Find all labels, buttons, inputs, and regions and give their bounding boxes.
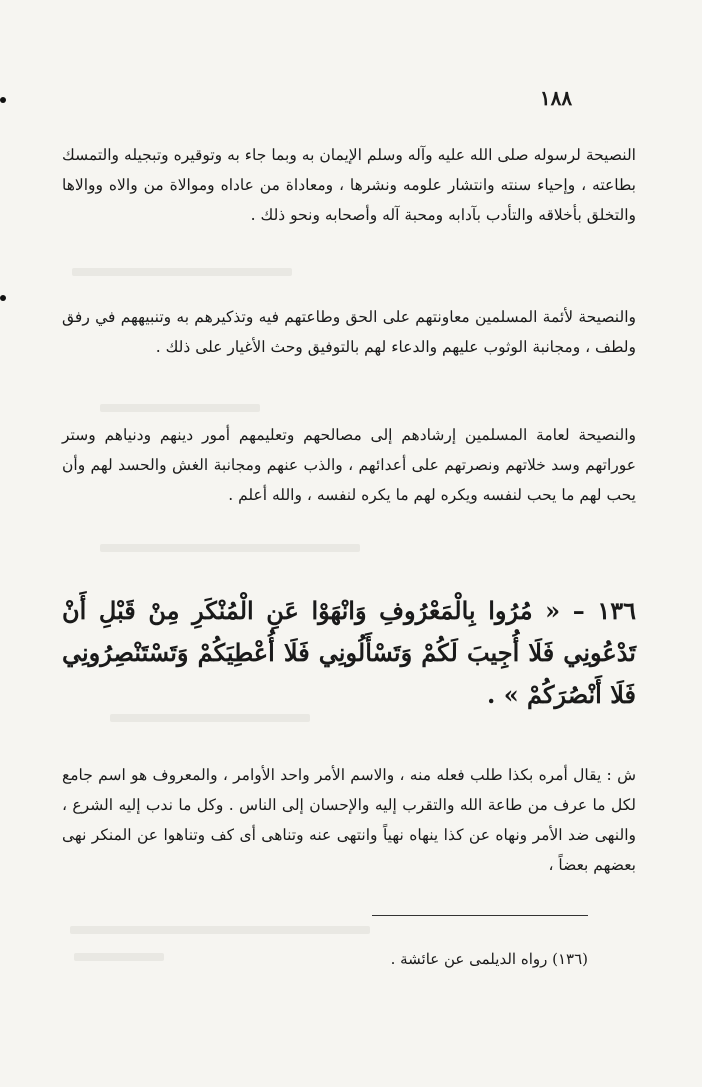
paragraph-advice-muslims: والنصيحة لعامة المسلمين إرشادهم إلى مصالحهم وتعليمهم أمور دينهم ودنياهم وستر عوراتهم وسد خلاتهم ونصرتهم على أعدائهم ، والذب عنهم ومجانبة الغش والحسد لهم وأن يحب لهم ما يحب لنفسه ويكره لهم ما يكره لنفسه ، والله أعلم . — [62, 426, 636, 504]
bleed-through — [100, 404, 260, 412]
bleed-through — [100, 544, 360, 552]
paragraph-advice-imams: والنصيحة لأئمة المسلمين معاونتهم على الحق وطاعتهم فيه وتذكيرهم به وتنبيههم في رفق ولطف ، ومجانبة الوثوب عليهم والدعاء لهم بالتوفيق وحث الأغيار على ذلك . — [62, 308, 636, 356]
commentary-paragraph: ش : يقال أمره بكذا طلب فعله منه ، والاسم الأمر واحد الأوامر ، والمعروف هو اسم جامع لكل ما عرف من طاعة الله والتقرب إليه والإحسان إلى الناس . وكل ما ندب إليه الشرع ، والنهى ضد الأمر ونهاه عن كذا ينهاه نهياً وانتهى عنه وتناهى أى كف وتناهوا عن المنكر نهى بعضهم بعضاً ، — [62, 766, 636, 874]
bleed-through — [72, 268, 292, 276]
margin-mark — [0, 97, 6, 103]
footnote: (١٣٦) رواه الديلمى عن عائشة . — [390, 950, 588, 968]
bleed-through — [74, 953, 164, 961]
hadith-text: ١٣٦ – « مُرُوا بِالْمَعْرُوفِ وَانْهَوْا عَنِ الْمُنْكَرِ مِنْ قَبْلِ أَنْ تَدْعُونِي فَلَا أُجِيبَ لَكُمْ وَتَسْأَلُونِي فَلَا أُعْطِيَكُمْ وَتَسْتَنْصِرُونِي فَلَا أَنْصُرَكُمْ » . — [62, 596, 637, 709]
footnote-divider — [372, 915, 588, 916]
bleed-through — [70, 926, 370, 934]
page-number: ١٨٨ — [539, 86, 573, 110]
bleed-through — [110, 714, 310, 722]
margin-mark — [0, 295, 6, 301]
paragraph-advice-messenger: النصيحة لرسوله صلى الله عليه وآله وسلم الإيمان به وبما جاء به وتوقيره وتبجيله والتمسك بطاعته ، وإحياء سنته وانتشار علومه ونشرها ، ومعاداة من عاداه وموالاة من والاه ووالاها والتخلق بأخلاقه والتأدب بآدابه ومحبة آله وأصحابه ونحو ذلك . — [62, 146, 636, 224]
